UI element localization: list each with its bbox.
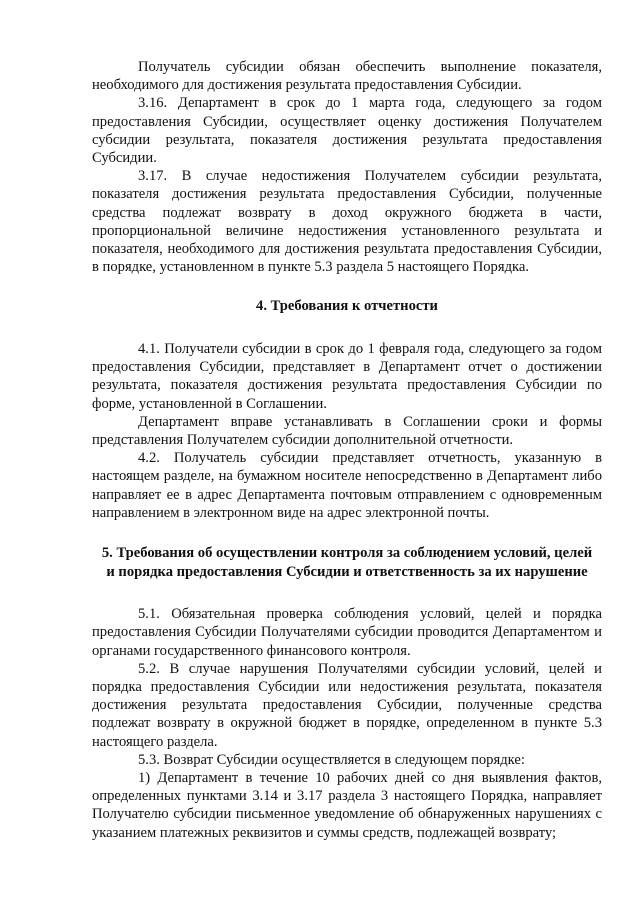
paragraph-indicator-obligation: Получатель субсидии обязан обеспечить выполнение показателя, необходимого для достижения результата предоставления Субсидии. <box>92 59 602 94</box>
paragraph-5-1: 5.1. Обязательная проверка соблюдения условий, целей и порядка предоставления Субсидии Получателями субсидии проводится Департаментом и органами государственного финансового контроля. <box>92 606 602 659</box>
paragraph-4-1-additional: Департамент вправе устанавливать в Соглашении сроки и формы представления Получателем субсидии дополнительной отчетности. <box>92 413 602 449</box>
paragraph-5-3: 5.3. Возврат Субсидии осуществляется в следующем порядке: <box>138 751 525 768</box>
section-5-heading-line-2: и порядка предоставления Субсидии и ответственность за их нарушение <box>106 563 588 580</box>
paragraph-3-17: 3.17. В случае недостижения Получателем субсидии результата, показателя достижения результата предоставления Субсидии, полученные средства подлежат возврату в доход окружного бюджета в части, пропорциональной величине недостижения установленного результата и показателя, необходимого для достижения результата предоставления Субсидии, в порядке, установленном в пункте 5.3 раздела 5 настоящего Порядка. <box>92 168 602 276</box>
section-5-heading <box>92 544 602 581</box>
paragraph-3-16: 3.16. Департамент в срок до 1 марта года, следующего за годом предоставления Субсидии, осуществляет оценку достижения Получателем субсидии результата, показателя достижения результата предоставления Субсидии. <box>92 95 602 167</box>
section-5-heading-line-1: 5. Требования об осуществлении контроля за соблюдением условий, целей <box>101 545 593 562</box>
paragraph-4-2: 4.2. Получатель субсидии представляет отчетность, указанную в настоящем разделе, на бумажном носителе непосредственно в Департамент либо направляет ее в адрес Департамента почтовым отправлением с одновременным направлением в электронном виде на адрес электронной почты. <box>92 450 602 521</box>
paragraph-5-3-item-1: 1) Департамент в течение 10 рабочих дней со дня выявления фактов, определенных пунктами 3.14 и 3.17 раздела 3 настоящего Порядка, направляет Получателю субсидии письменное уведомление об обнаруженных нарушениях с указанием платежных реквизитов и суммы средств, подлежащей возврату; <box>92 770 602 841</box>
section-4-heading: 4. Требования к отчетности <box>256 298 438 315</box>
paragraph-4-1: 4.1. Получатели субсидии в срок до 1 февраля года, следующего за годом предоставления Субсидии, представляет в Департамент отчет о достижении результата, показателя достижения результата предоставления Субсидии по форме, установленной в Соглашении. <box>92 341 602 412</box>
paragraph-5-2: 5.2. В случае нарушения Получателями субсидии условий, целей и порядка предоставления Субсидии или недостижения результата, показателя достижения результата предоставления Субсидии, полученные средства подлежат возврату в окружной бюджет в порядке, определенном в пункте 5.3 настоящего раздела. <box>92 660 602 750</box>
